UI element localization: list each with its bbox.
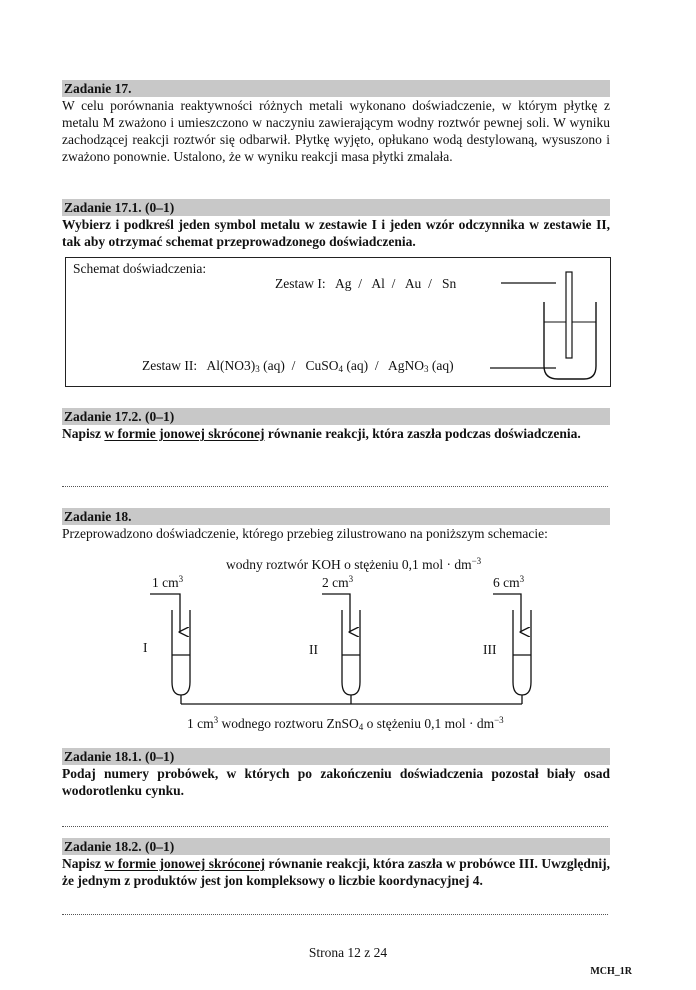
task-18-heading: Zadanie 18. bbox=[64, 509, 132, 524]
task-17-2-heading: Zadanie 17.2. (0–1) bbox=[64, 409, 175, 424]
set-1-option-sn[interactable]: Sn bbox=[441, 276, 457, 291]
tube-2 bbox=[322, 594, 360, 704]
volume-label-tube-3: 6 $cm^3$ bbox=[493, 574, 525, 590]
separator: / bbox=[391, 276, 396, 291]
task-18-1-heading: Zadanie 18.1. (0–1) bbox=[64, 749, 175, 764]
separator: / bbox=[428, 276, 432, 291]
task-18-1-question: Podaj numery probówek, w których po zakończeniu doświadczenia pozostał biały osad wodorotlenku cynku. bbox=[62, 766, 610, 798]
volume-label-tube-2: 2 $cm^3$ bbox=[322, 574, 354, 590]
instruction-underlined: w formie jonowej skróconej bbox=[104, 426, 265, 441]
instruction-underlined: w formie jonowej skróconej bbox=[104, 856, 265, 871]
set-2-option-al-nitrate[interactable]: $Al(NO3)_3$ (aq) bbox=[206, 358, 285, 374]
separator: / bbox=[358, 276, 363, 291]
tube-label-2: II bbox=[309, 642, 318, 657]
tube-label-3: III bbox=[483, 642, 497, 657]
set-1-option-al[interactable]: Al bbox=[371, 276, 385, 291]
answer-line-18-2[interactable] bbox=[62, 914, 608, 915]
task-17-1-instruction: Wybierz i podkreśl jeden symbol metalu w zestawie I i jeden wzór odczynnika w zestawie II, tak aby otrzymać schemat przeprowadzonego doświadczenia. bbox=[62, 217, 610, 249]
separator: / bbox=[291, 358, 296, 373]
separator: / bbox=[374, 358, 379, 373]
task-18-2-header bbox=[62, 838, 610, 855]
set-2-option-agno3[interactable]: AgNO$_3$ (aq) bbox=[388, 358, 454, 374]
instruction-rest: równanie reakcji, która zaszła w probówce III. Uwzględnij, że jednym z produktów jest jon kompleksowy o liczbie koordynacyjnej 4. bbox=[62, 856, 610, 888]
set-1-label: Zestaw I: bbox=[275, 276, 326, 291]
task-18-2-instruction bbox=[62, 855, 610, 889]
task-18-1-header bbox=[62, 748, 610, 765]
instruction-rest: równanie reakcji, która zaszła podczas doświadczenia. bbox=[267, 426, 581, 441]
volume-label-tube-1: 1 $cm^3$ bbox=[152, 574, 184, 590]
koh-label: wodny roztwór KOH o stężeniu 0,1 mol · $dm^{-3}$ bbox=[226, 556, 482, 572]
scheme-title: Schemat doświadczenia: bbox=[73, 261, 207, 276]
set-1-option-au[interactable]: Au bbox=[404, 276, 422, 291]
tube-label-1: I bbox=[143, 640, 148, 655]
task-17-heading: Zadanie 17. bbox=[64, 81, 132, 96]
instruction-prefix: Napisz bbox=[62, 856, 102, 871]
task-18-2-heading: Zadanie 18.2. (0–1) bbox=[64, 839, 175, 854]
page-number: Strona 12 z 24 bbox=[308, 945, 388, 960]
znso4-label: 1 $cm^3$ wodnego roztworu ZnSO$_4$ o stężeniu 0,1 mol · $dm^{-3}$ bbox=[187, 715, 504, 732]
answer-line-18-1[interactable] bbox=[62, 826, 608, 827]
set-1-option-ag[interactable]: Ag bbox=[335, 276, 352, 291]
task-17-1-heading: Zadanie 17.1. (0–1) bbox=[64, 200, 175, 215]
instruction-prefix: Napisz bbox=[62, 426, 102, 441]
task-18-body: Przeprowadzono doświadczenie, którego przebieg zilustrowano na poniższym schemacie: bbox=[62, 526, 548, 541]
set-2-option-cuso4[interactable]: CuSO$_4$ (aq) bbox=[305, 358, 369, 374]
task-17-body: W celu porównania reaktywności różnych metali wykonano doświadczenie, w którym płytkę z metalu M zważono i umieszczono w naczyniu zawierającym wodny roztwór pewnej soli. W wyniku zachodzącej reakcji roztwór się odbarwił. Płytkę wyjęto, opłukano wodą destylowaną, wysuszono i zważono ponownie. Ustalono, że w wyniku reakcji masa płytki zmalała. bbox=[62, 98, 610, 164]
tube-3 bbox=[493, 594, 531, 704]
exam-code: MCH_1R bbox=[590, 966, 632, 977]
set-2-label: Zestaw II: bbox=[142, 358, 198, 373]
tube-1 bbox=[150, 594, 190, 704]
